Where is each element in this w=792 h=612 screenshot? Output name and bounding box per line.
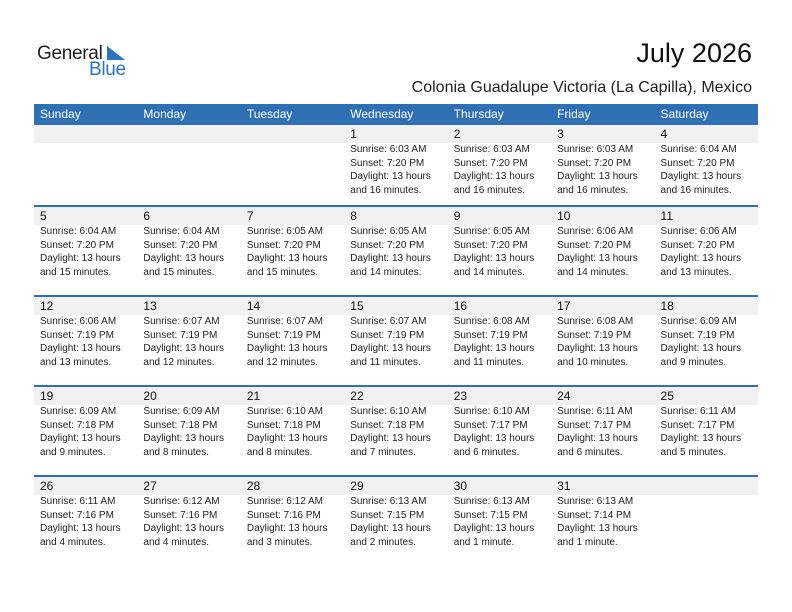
day-sunrise: Sunrise: 6:13 AM <box>557 496 634 507</box>
day-sunset: Sunset: 7:20 PM <box>40 239 114 251</box>
day-minutes: and 15 minutes. <box>246 266 319 278</box>
day-number: 24 <box>557 389 571 403</box>
day-sunset: Sunset: 7:19 PM <box>660 329 735 341</box>
day-cell <box>551 297 654 369</box>
day-daylight: Daylight: 13 hours <box>557 343 638 355</box>
day-number <box>661 477 758 495</box>
day-cell <box>448 297 551 369</box>
day-number: 13 <box>143 299 157 313</box>
day-sunrise: Sunrise: 6:10 AM <box>246 406 323 417</box>
day-cell <box>551 387 654 459</box>
day-minutes: and 13 minutes. <box>40 356 112 368</box>
day-sunset: Sunset: 7:20 PM <box>557 157 632 169</box>
day-minutes: and 9 minutes. <box>660 356 727 368</box>
day-minutes: and 14 minutes. <box>453 266 525 278</box>
day-cell <box>655 297 758 369</box>
day-sunrise: Sunrise: 6:07 AM <box>246 316 323 327</box>
day-sunrise: Sunrise: 6:03 AM <box>453 144 530 155</box>
day-sunrise: Sunrise: 6:13 AM <box>350 496 427 507</box>
day-sunset: Sunset: 7:19 PM <box>557 329 632 341</box>
day-minutes: and 1 minute. <box>557 536 618 548</box>
day-number: 29 <box>350 479 364 493</box>
weekday-header-3: Wednesday <box>350 107 414 121</box>
day-number: 12 <box>40 299 54 313</box>
day-minutes: and 8 minutes. <box>143 446 210 458</box>
day-minutes: and 12 minutes. <box>246 356 319 368</box>
day-daylight: Daylight: 13 hours <box>143 253 225 265</box>
day-daylight: Daylight: 13 hours <box>660 433 742 445</box>
day-cell <box>448 207 551 279</box>
day-daylight: Daylight: 13 hours <box>557 523 638 535</box>
day-daylight: Daylight: 13 hours <box>246 433 328 445</box>
day-cell <box>137 125 240 197</box>
day-cell <box>448 387 551 459</box>
day-daylight: Daylight: 13 hours <box>453 523 535 535</box>
day-sunset: Sunset: 7:16 PM <box>143 509 218 521</box>
day-number: 11 <box>660 209 673 223</box>
day-daylight: Daylight: 13 hours <box>40 253 121 265</box>
day-sunrise: Sunrise: 6:11 AM <box>40 496 116 507</box>
day-daylight: Daylight: 13 hours <box>660 171 742 183</box>
day-cell <box>34 207 137 279</box>
day-sunset: Sunset: 7:18 PM <box>40 419 114 431</box>
day-sunset: Sunset: 7:18 PM <box>246 419 321 431</box>
day-daylight: Daylight: 13 hours <box>453 171 535 183</box>
day-sunrise: Sunrise: 6:05 AM <box>453 226 530 237</box>
week-row <box>34 205 758 295</box>
day-minutes: and 7 minutes. <box>350 446 416 458</box>
day-sunset: Sunset: 7:19 PM <box>246 329 321 341</box>
day-sunset: Sunset: 7:19 PM <box>453 329 528 341</box>
day-minutes: and 13 minutes. <box>660 266 732 278</box>
day-sunrise: Sunrise: 6:05 AM <box>246 226 323 237</box>
day-minutes: and 5 minutes. <box>660 446 727 458</box>
day-number: 9 <box>453 209 461 223</box>
weekday-header-row <box>34 104 758 125</box>
day-sunrise: Sunrise: 6:06 AM <box>660 226 737 237</box>
logo <box>37 43 137 79</box>
day-cell <box>34 477 137 549</box>
day-number <box>40 125 137 143</box>
day-daylight: Daylight: 13 hours <box>40 433 121 445</box>
day-sunrise: Sunrise: 6:04 AM <box>40 226 117 237</box>
day-sunrise: Sunrise: 6:11 AM <box>660 406 736 417</box>
day-number: 3 <box>557 127 564 141</box>
day-cell <box>551 125 654 197</box>
day-sunset: Sunset: 7:20 PM <box>453 239 528 251</box>
day-daylight: Daylight: 13 hours <box>557 253 638 265</box>
day-minutes: and 3 minutes. <box>246 536 313 548</box>
day-number: 19 <box>40 389 54 403</box>
day-minutes: and 4 minutes. <box>40 536 106 548</box>
day-minutes: and 2 minutes. <box>350 536 416 548</box>
calendar-grid <box>34 104 758 565</box>
day-minutes: and 16 minutes. <box>350 184 422 196</box>
day-minutes: and 11 minutes. <box>350 356 421 368</box>
day-sunrise: Sunrise: 6:08 AM <box>453 316 530 327</box>
day-cell <box>344 207 447 279</box>
day-number: 2 <box>453 127 461 141</box>
day-sunset: Sunset: 7:16 PM <box>246 509 321 521</box>
day-cell <box>34 125 137 197</box>
day-number: 14 <box>246 299 261 313</box>
day-sunrise: Sunrise: 6:06 AM <box>40 316 117 327</box>
day-sunset: Sunset: 7:17 PM <box>453 419 528 431</box>
weekday-header-5: Friday <box>557 107 591 121</box>
day-number: 22 <box>350 389 364 403</box>
day-minutes: and 14 minutes. <box>557 266 629 278</box>
day-sunrise: Sunrise: 6:09 AM <box>40 406 117 417</box>
day-sunset: Sunset: 7:20 PM <box>143 239 218 251</box>
day-cell <box>344 125 447 197</box>
day-sunset: Sunset: 7:20 PM <box>660 157 735 169</box>
weekday-header-4: Thursday <box>453 107 504 121</box>
day-cell <box>448 477 551 549</box>
day-minutes: and 15 minutes. <box>40 266 112 278</box>
weekday-header-1: Monday <box>143 107 187 121</box>
day-sunrise: Sunrise: 6:08 AM <box>557 316 634 327</box>
day-number: 7 <box>246 209 254 223</box>
day-sunset: Sunset: 7:19 PM <box>40 329 114 341</box>
day-daylight: Daylight: 13 hours <box>143 433 225 445</box>
day-number: 10 <box>557 209 571 223</box>
day-sunrise: Sunrise: 6:03 AM <box>557 144 634 155</box>
day-number: 17 <box>557 299 571 313</box>
day-sunset: Sunset: 7:20 PM <box>660 239 735 251</box>
day-sunset: Sunset: 7:20 PM <box>350 157 425 169</box>
day-daylight: Daylight: 13 hours <box>143 523 225 535</box>
day-minutes: and 1 minute. <box>453 536 515 548</box>
day-number: 30 <box>453 479 468 493</box>
day-minutes: and 14 minutes. <box>350 266 422 278</box>
day-sunset: Sunset: 7:16 PM <box>40 509 114 521</box>
day-cell <box>655 477 758 549</box>
day-sunrise: Sunrise: 6:09 AM <box>660 316 737 327</box>
day-daylight: Daylight: 13 hours <box>246 523 328 535</box>
week-row <box>34 125 758 205</box>
day-cell <box>344 387 447 459</box>
day-number: 16 <box>453 299 468 313</box>
weekday-header-6: Saturday <box>660 107 709 121</box>
day-number: 18 <box>660 299 674 313</box>
day-sunset: Sunset: 7:15 PM <box>453 509 528 521</box>
day-sunset: Sunset: 7:20 PM <box>453 157 528 169</box>
weekday-header-2: Tuesday <box>246 107 293 121</box>
day-number: 21 <box>246 389 261 403</box>
day-sunrise: Sunrise: 6:05 AM <box>350 226 427 237</box>
day-number: 28 <box>246 479 261 493</box>
day-sunset: Sunset: 7:20 PM <box>350 239 425 251</box>
day-sunset: Sunset: 7:18 PM <box>350 419 425 431</box>
day-sunrise: Sunrise: 6:11 AM <box>557 406 633 417</box>
day-number: 27 <box>143 479 157 493</box>
day-sunrise: Sunrise: 6:10 AM <box>453 406 530 417</box>
day-daylight: Daylight: 13 hours <box>350 523 431 535</box>
day-cell <box>241 125 344 197</box>
day-daylight: Daylight: 13 hours <box>660 253 742 265</box>
day-daylight: Daylight: 13 hours <box>453 343 535 355</box>
day-sunset: Sunset: 7:19 PM <box>143 329 218 341</box>
day-daylight: Daylight: 13 hours <box>453 433 535 445</box>
day-minutes: and 8 minutes. <box>246 446 313 458</box>
day-sunrise: Sunrise: 6:04 AM <box>143 226 220 237</box>
day-number: 8 <box>350 209 357 223</box>
day-minutes: and 4 minutes. <box>143 536 210 548</box>
day-daylight: Daylight: 13 hours <box>350 253 431 265</box>
day-number: 31 <box>557 479 571 493</box>
day-cell <box>241 207 344 279</box>
day-sunset: Sunset: 7:19 PM <box>350 329 425 341</box>
day-daylight: Daylight: 13 hours <box>453 253 535 265</box>
day-cell <box>241 477 344 549</box>
day-cell <box>551 207 654 279</box>
day-cell <box>655 125 758 197</box>
day-daylight: Daylight: 13 hours <box>246 343 328 355</box>
week-row <box>34 385 758 475</box>
week-row <box>34 295 758 385</box>
day-sunrise: Sunrise: 6:13 AM <box>453 496 530 507</box>
day-number: 20 <box>143 389 157 403</box>
day-number: 6 <box>143 209 151 223</box>
day-minutes: and 11 minutes. <box>453 356 525 368</box>
day-cell <box>551 477 654 549</box>
day-minutes: and 16 minutes. <box>557 184 629 196</box>
day-sunrise: Sunrise: 6:09 AM <box>143 406 220 417</box>
day-sunrise: Sunrise: 6:07 AM <box>143 316 220 327</box>
day-minutes: and 16 minutes. <box>660 184 732 196</box>
day-number: 4 <box>660 127 668 141</box>
day-sunrise: Sunrise: 6:12 AM <box>143 496 220 507</box>
weekday-header-0: Sunday <box>40 107 81 121</box>
logo-text-general: General <box>37 43 103 64</box>
day-cell <box>34 297 137 369</box>
day-daylight: Daylight: 13 hours <box>557 433 638 445</box>
day-sunset: Sunset: 7:20 PM <box>557 239 632 251</box>
week-row <box>34 475 758 565</box>
day-daylight: Daylight: 13 hours <box>40 343 121 355</box>
triangle-flag-icon <box>107 46 125 60</box>
day-sunset: Sunset: 7:20 PM <box>246 239 321 251</box>
day-sunset: Sunset: 7:17 PM <box>660 419 735 431</box>
day-cell <box>344 297 447 369</box>
day-sunrise: Sunrise: 6:03 AM <box>350 144 427 155</box>
day-daylight: Daylight: 13 hours <box>143 343 225 355</box>
day-sunset: Sunset: 7:14 PM <box>557 509 632 521</box>
day-cell <box>137 477 240 549</box>
day-sunrise: Sunrise: 6:07 AM <box>350 316 427 327</box>
day-minutes: and 9 minutes. <box>40 446 106 458</box>
day-minutes: and 12 minutes. <box>143 356 215 368</box>
day-number: 5 <box>40 209 47 223</box>
day-daylight: Daylight: 13 hours <box>350 171 431 183</box>
day-number: 15 <box>350 299 364 313</box>
day-sunset: Sunset: 7:18 PM <box>143 419 218 431</box>
day-sunset: Sunset: 7:17 PM <box>557 419 632 431</box>
day-sunrise: Sunrise: 6:04 AM <box>660 144 737 155</box>
day-daylight: Daylight: 13 hours <box>557 171 638 183</box>
day-cell <box>448 125 551 197</box>
day-cell <box>241 297 344 369</box>
day-cell <box>655 387 758 459</box>
day-number: 23 <box>453 389 468 403</box>
logo-text-blue: Blue <box>89 59 126 80</box>
day-minutes: and 15 minutes. <box>143 266 215 278</box>
day-daylight: Daylight: 13 hours <box>660 343 742 355</box>
day-daylight: Daylight: 13 hours <box>246 253 328 265</box>
page-title: July 2026 <box>636 38 752 68</box>
day-minutes: and 16 minutes. <box>453 184 525 196</box>
day-daylight: Daylight: 13 hours <box>40 523 121 535</box>
day-number <box>247 125 344 143</box>
day-cell <box>344 477 447 549</box>
day-daylight: Daylight: 13 hours <box>350 343 431 355</box>
day-cell <box>137 387 240 459</box>
location-subtitle: Colonia Guadalupe Victoria (La Capilla), Mexico <box>411 79 752 96</box>
day-cell <box>241 387 344 459</box>
day-sunrise: Sunrise: 6:10 AM <box>350 406 427 417</box>
day-sunrise: Sunrise: 6:06 AM <box>557 226 634 237</box>
day-cell <box>655 207 758 279</box>
day-daylight: Daylight: 13 hours <box>350 433 431 445</box>
day-number: 25 <box>660 389 674 403</box>
day-sunset: Sunset: 7:15 PM <box>350 509 425 521</box>
day-cell <box>137 297 240 369</box>
day-minutes: and 10 minutes. <box>557 356 629 368</box>
day-number <box>143 125 240 143</box>
day-number: 26 <box>40 479 54 493</box>
day-number: 1 <box>350 127 357 141</box>
day-cell <box>34 387 137 459</box>
day-cell <box>137 207 240 279</box>
day-minutes: and 6 minutes. <box>557 446 623 458</box>
day-minutes: and 6 minutes. <box>453 446 520 458</box>
day-sunrise: Sunrise: 6:12 AM <box>246 496 323 507</box>
